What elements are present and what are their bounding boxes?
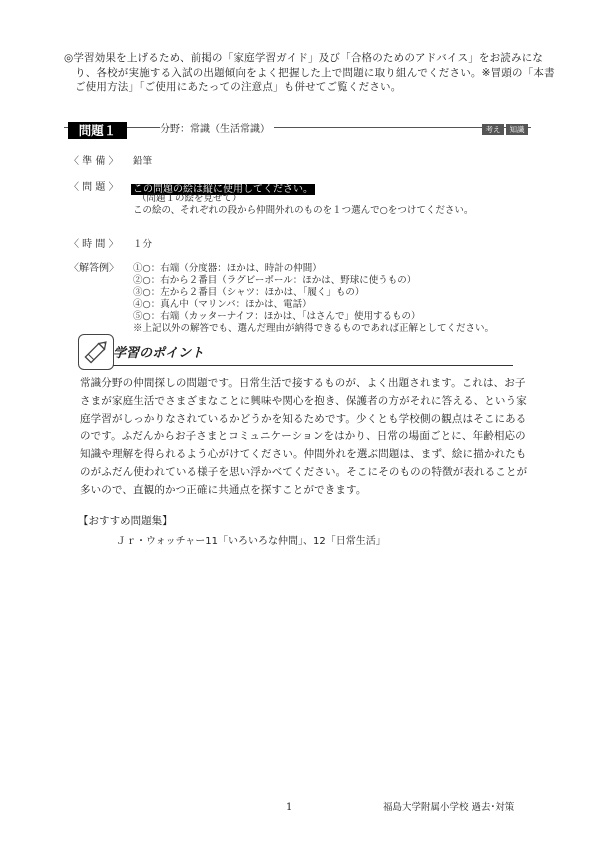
- tag-thinking: 考え: [482, 124, 504, 135]
- footer-school: 福島大学附属小学校 過去･対策: [383, 802, 515, 813]
- answer-item: ⑤○：右端（カッターナイフ：ほかは、「はさんで」使用するもの）: [133, 311, 421, 322]
- problem-highlight: この問題の絵は縦に使用してください。: [133, 184, 313, 195]
- recommend-item: Ｊｒ・ウォッチャー11「いろいろな仲間」、12「日常生活」: [116, 536, 386, 547]
- point-rule: [113, 365, 513, 366]
- prep-label: 〈 準 備 〉: [69, 156, 119, 167]
- tag-knowledge: 知識: [506, 124, 528, 135]
- intro-text: ◎学習効果を上げるため、前掲の「家庭学習ガイド」及び「合格のためのアドバイス」をお読みになり、各校が実施する入試の出題傾向をよく把握した上で問題に取り組んでください。※冒頭の「本書ご使用方法」「ご使用にあたっての注意点」も併せてご覧ください。: [64, 52, 555, 93]
- time-value: １分: [133, 239, 153, 250]
- problem-note: （問題１の絵を見せて）: [137, 193, 242, 204]
- recommend-title: 【おすすめ問題集】: [78, 515, 173, 527]
- point-body: 常識分野の仲間探しの問題です。日常生活で接するものが、よく出題されます。これは、お子さまが家庭生活でさまざまなことに興味や関心を抱き、保護者の方がそれに答える、という家庭学習がしっかりなされているかどうかを知るためです。少くとも学校側の観点はそこにあるのです。ふだんからお子さまとコミュニケーションをはかり、日常の場面ごとに、年齢相応の知識や理解を得られるよう心がけてください。仲間外れを選ぶ問題は、まず、絵に描かれたものがふだん使われている様子を思い浮かべてください。そこにそのものの特徴が表れることが多いので、直観的かつ正確に共通点を探すことができます。: [80, 377, 528, 496]
- question-badge: 問題１: [68, 122, 127, 139]
- problem-text: この絵の、それぞれの段から仲間外れのものを１つ選んで○をつけてください。: [133, 205, 474, 216]
- answer-item: ①○：右端（分度器：ほかは、時計の仲間）: [133, 263, 322, 274]
- title-rule: [64, 127, 531, 128]
- point-title: 学習のポイント: [113, 346, 205, 361]
- time-label: 〈 時 間 〉: [69, 239, 119, 250]
- prep-value: 鉛筆: [133, 156, 153, 167]
- answer-item: ③○：左から２番目（シャツ：ほかは、「履く」もの）: [133, 287, 365, 298]
- page-number: 1: [286, 802, 293, 813]
- question-field: 分野：常識（生活常識）: [160, 123, 274, 137]
- answers-label: 〈解答例〉: [69, 263, 119, 274]
- answers-list: [133, 263, 421, 323]
- answer-item: ②○：右から２番目（ラグビーボール：ほかは、野球に使うもの）: [133, 275, 417, 286]
- pencil-icon: [78, 334, 114, 370]
- answers-note: ※上記以外の解答でも、選んだ理由が納得できるものであれば正解としてください。: [133, 323, 495, 334]
- problem-label: 〈 問 題 〉: [69, 182, 119, 193]
- answer-item: ④○：真ん中（マリンバ：ほかは、電話）: [133, 299, 312, 310]
